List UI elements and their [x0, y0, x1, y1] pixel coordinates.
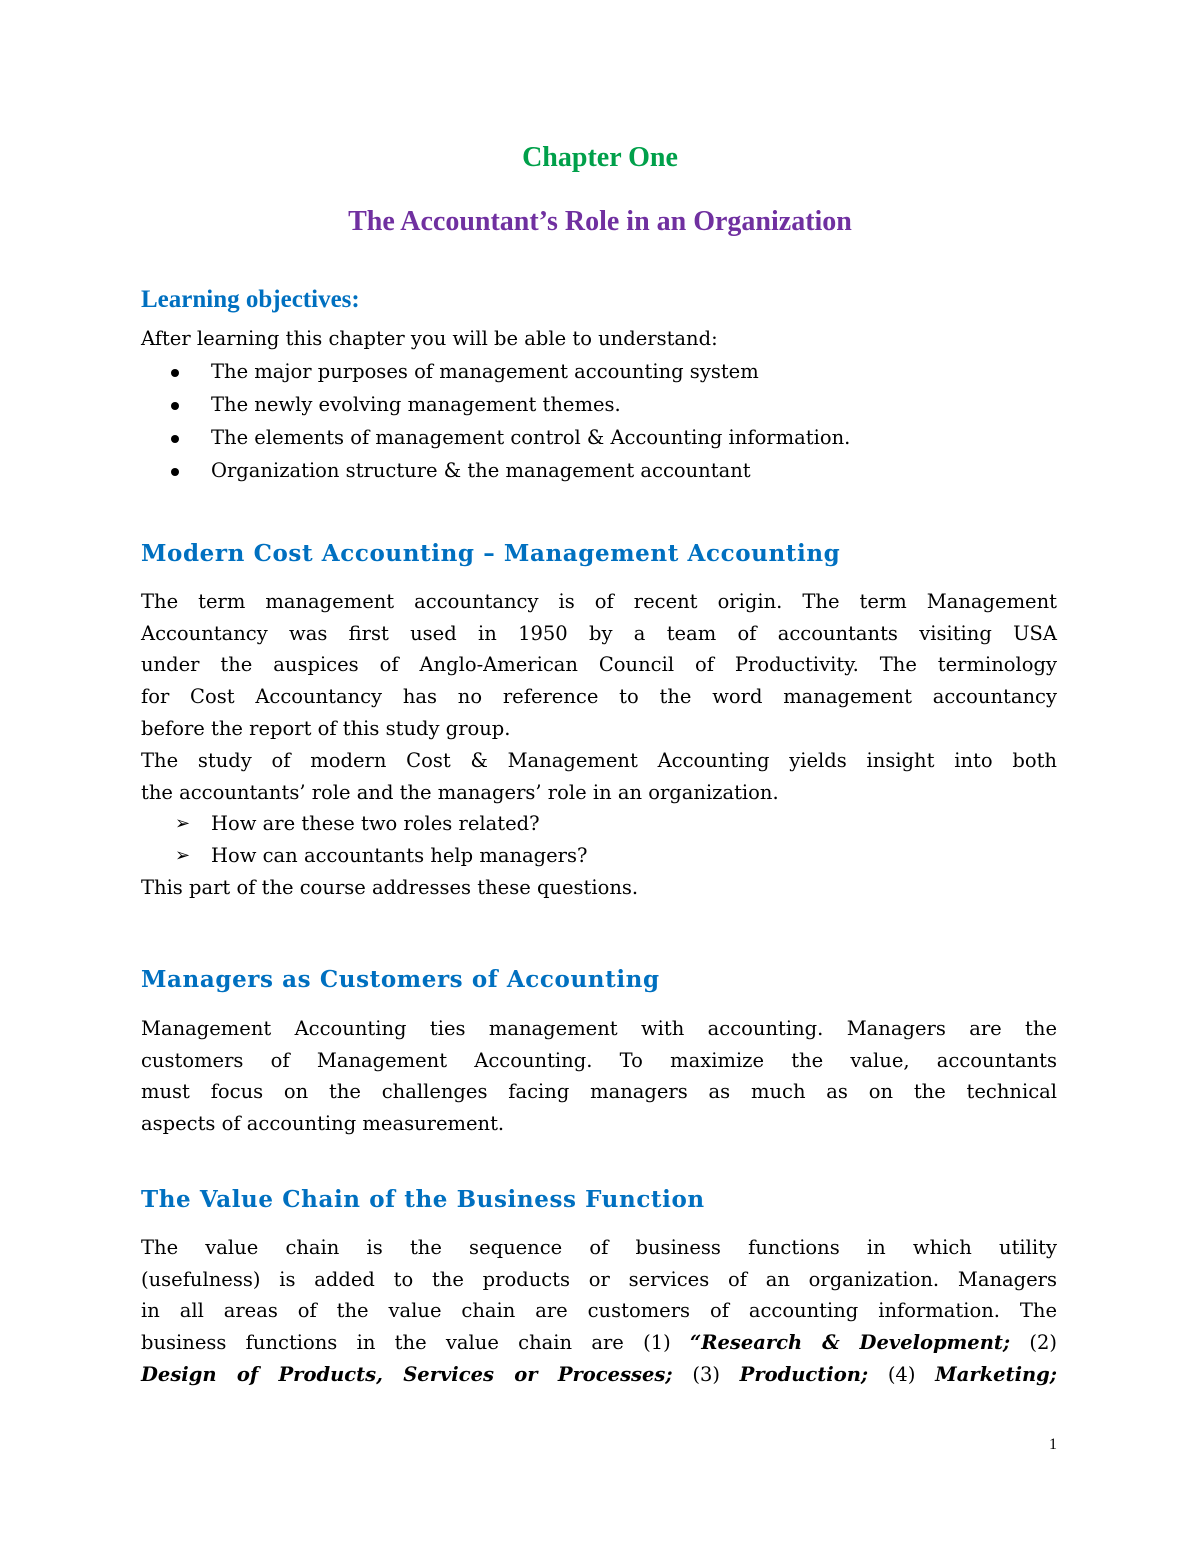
question-list: [141, 808, 587, 872]
arrow-bullet-icon: ➢: [175, 813, 191, 834]
section-heading-customers: Managers as Customers of Accounting: [141, 966, 660, 993]
paragraph-modern-1: The term management accountancy is of recent origin. The term Management Accountancy was first used in 1950 by a team of accountants visiting USA under the auspices of Anglo-American Council of Productivity. The terminology for Cost Accountancy has no reference to the word management accountancy before the report of this study group.: [141, 590, 1057, 740]
section-heading-modern: Modern Cost Accounting – Management Accounting: [141, 540, 841, 567]
chapter-number: Chapter One: [522, 142, 678, 173]
paragraph-customers: Management Accounting ties management with accounting. Managers are the customers of Management Accounting. To maximize the value, accountants must focus on the challenges facing managers as much as on the technical aspects of accounting measurement.: [141, 1017, 1057, 1136]
paragraph-modern-closing: This part of the course addresses these questions.: [141, 876, 639, 899]
chapter-title: The Accountant’s Role in an Organization: [348, 206, 852, 237]
paragraph-value-chain: The value chain is the sequence of business functions in which utility (usefulness) is added to the products or services of an organization. Managers in all areas of the value chain are customers of accounting information. The business functions in the value chain are (1) “Research & Development; (2) Design of Products, Services or Processes; (3) Production; (4) Marketing;: [141, 1232, 1057, 1391]
bullet-icon: [171, 369, 179, 377]
section-heading-value-chain: The Value Chain of the Business Function: [141, 1186, 705, 1213]
list-item: The elements of management control & Accounting information.: [141, 421, 850, 454]
bullet-icon: [171, 402, 179, 410]
bullet-icon: [171, 468, 179, 476]
bullet-icon: [171, 435, 179, 443]
value-chain-line-4: business functions in the value chain are (1) “Research & Development; (2): [141, 1331, 1057, 1355]
learning-objectives-heading: Learning objectives:: [141, 286, 360, 313]
list-item: ➢ How can accountants help managers?: [141, 840, 587, 872]
list-item: The major purposes of management accounting system: [141, 355, 850, 388]
value-chain-line-5: Design of Products, Services or Processes; (3) Production; (4) Marketing;: [141, 1362, 1057, 1386]
learning-objectives-list: [141, 355, 850, 487]
learning-objectives-intro: After learning this chapter you will be able to understand:: [141, 327, 718, 350]
list-item: The newly evolving management themes.: [141, 388, 850, 421]
list-item: Organization structure & the management accountant: [141, 454, 850, 487]
paragraph-modern-2: The study of modern Cost & Management Accounting yields insight into both the accountants’ role and the managers’ role in an organization.: [141, 749, 1057, 804]
list-item: ➢ How are these two roles related?: [141, 808, 587, 840]
arrow-bullet-icon: ➢: [175, 845, 191, 866]
page-number: 1: [1049, 1436, 1057, 1453]
